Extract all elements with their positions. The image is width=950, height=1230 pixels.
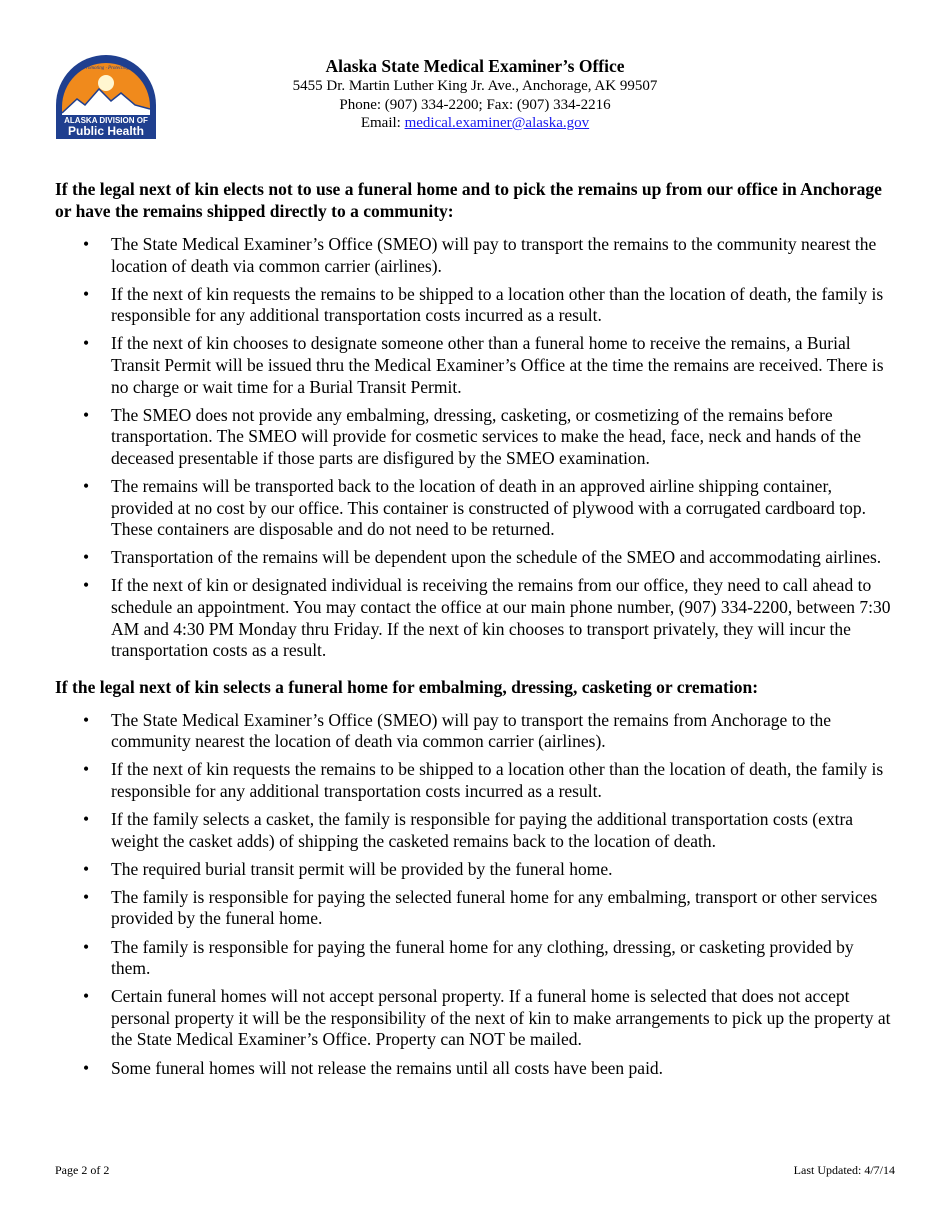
bullet: • bbox=[83, 936, 90, 957]
letterhead bbox=[0, 56, 950, 133]
logo-text-line1: ALASKA DIVISION OF bbox=[64, 116, 148, 125]
bullet: • bbox=[83, 1057, 90, 1078]
org-phone-fax: Phone: (907) 334-2200; Fax: (907) 334-2216 bbox=[339, 96, 611, 113]
list-item bbox=[55, 575, 895, 661]
list-item bbox=[55, 809, 895, 852]
list-item-text: The family is responsible for paying the selected funeral home for any embalming, transport or other services provided by the funeral home. bbox=[111, 886, 878, 929]
bullet: • bbox=[83, 475, 90, 496]
bullet: • bbox=[83, 404, 90, 425]
list-item-text: Transportation of the remains will be dependent upon the schedule of the SMEO and accommodating airlines. bbox=[111, 547, 882, 568]
last-updated: Last Updated: 4/7/14 bbox=[793, 1163, 895, 1177]
list-item bbox=[55, 405, 895, 470]
list-item-text: If the next of kin or designated individual is receiving the remains from our office, they need to call ahead to schedule an appointment. You may contact the office at our main phone number, (907) 334-2200, between 7:30 AM and 4:30 PM Monday thru Friday. If the next of kin chooses to transport privately, they will incur the transportation costs as a result. bbox=[111, 575, 891, 661]
bullet: • bbox=[83, 333, 90, 354]
bullet: • bbox=[83, 575, 90, 596]
bullet: • bbox=[83, 709, 90, 730]
list-item bbox=[55, 759, 895, 802]
logo-arc-text: Promoting · Protecting bbox=[83, 66, 129, 71]
email-label: Email: bbox=[360, 115, 405, 131]
list-item-text: The required burial transit permit will be provided by the funeral home. bbox=[111, 858, 613, 879]
list-item bbox=[55, 1058, 895, 1080]
bullet: • bbox=[83, 283, 90, 304]
list-item-text: If the next of kin requests the remains to be shipped to a location other than the location of death, the family is responsible for any additional transportation costs incurred as a result. bbox=[111, 759, 884, 801]
list-item-text: If the next of kin requests the remains to be shipped to a location other than the location of death, the family is responsible for any additional transportation costs incurred as a result. bbox=[111, 283, 884, 326]
list-item bbox=[55, 859, 895, 881]
org-name: Alaska State Medical Examiner’s Office bbox=[325, 56, 625, 76]
list-item bbox=[55, 887, 895, 930]
list-item-text: If the next of kin chooses to designate someone other than a funeral home to receive the remains, a Burial Transit Permit will be issued thru the Medical Examiner’s Office at the time the remains are received. There is no charge or wait time for a Burial Transit Permit. bbox=[111, 333, 884, 397]
section-2-list bbox=[55, 710, 895, 1079]
list-item bbox=[55, 333, 895, 398]
bullet: • bbox=[83, 858, 90, 879]
bullet: • bbox=[83, 547, 90, 568]
section-2-heading: If the legal next of kin selects a funeral home for embalming, dressing, casketing or cremation: bbox=[55, 676, 759, 697]
bullet: • bbox=[83, 986, 90, 1007]
list-item-text: The State Medical Examiner’s Office (SMEO) will pay to transport the remains from Anchorage to the community nearest the location of death via common carrier (airlines). bbox=[111, 709, 832, 752]
list-item-text: The State Medical Examiner’s Office (SMEO) will pay to transport the remains to the community nearest the location of death via common carrier (airlines). bbox=[111, 234, 877, 276]
bullet: • bbox=[83, 886, 90, 907]
org-email-line bbox=[0, 114, 950, 133]
logo-text-line2: Public Health bbox=[67, 124, 145, 138]
list-item bbox=[55, 986, 895, 1051]
list-item bbox=[55, 547, 895, 569]
section-1-heading: If the legal next of kin elects not to use a funeral home and to pick the remains up from our office in Anchorage or have the remains shipped directly to a community: bbox=[55, 179, 882, 221]
list-item-text: The SMEO does not provide any embalming, dressing, casketing, or cosmetizing of the remains before transportation. The SMEO will provide for cosmetic services to make the head, face, neck and hands of the deceased presentable if those parts are disfigured by the SMEO examination. bbox=[111, 404, 861, 468]
document-body bbox=[55, 178, 895, 1086]
list-item bbox=[55, 476, 895, 541]
section-1-list bbox=[55, 234, 895, 662]
list-item bbox=[55, 284, 895, 327]
org-address: 5455 Dr. Martin Luther King Jr. Ave., Anchorage, AK 99507 bbox=[292, 78, 658, 94]
bullet: • bbox=[83, 234, 90, 254]
list-item bbox=[55, 234, 895, 277]
list-item-text: The remains will be transported back to the location of death in an approved airline shipping container, provided at no cost by our office. This container is constructed of plywood with a corrugated cardboard top. These containers are disposable and do not need to be returned. bbox=[111, 475, 867, 540]
list-item-text: If the family selects a casket, the family is responsible for paying the additional transportation costs (extra weight the casket adds) of shipping the casketed remains back to the location of death. bbox=[111, 809, 854, 851]
list-item bbox=[55, 937, 895, 980]
list-item-text: The family is responsible for paying the funeral home for any clothing, dressing, or casketing provided by them. bbox=[111, 936, 854, 979]
page-number: Page 2 of 2 bbox=[55, 1163, 110, 1177]
list-item bbox=[55, 710, 895, 753]
bullet: • bbox=[83, 759, 90, 780]
list-item-text: Some funeral homes will not release the remains until all costs have been paid. bbox=[111, 1057, 664, 1078]
email-link[interactable]: medical.examiner@alaska.gov bbox=[404, 115, 590, 131]
list-item-text: Certain funeral homes will not accept personal property. If a funeral home is selected that does not accept personal property it will be the responsibility of the next of kin to make arrangements to pick up the property at the State Medical Examiner’s Office. Property can NOT be mailed. bbox=[111, 986, 891, 1050]
bullet: • bbox=[83, 809, 90, 830]
